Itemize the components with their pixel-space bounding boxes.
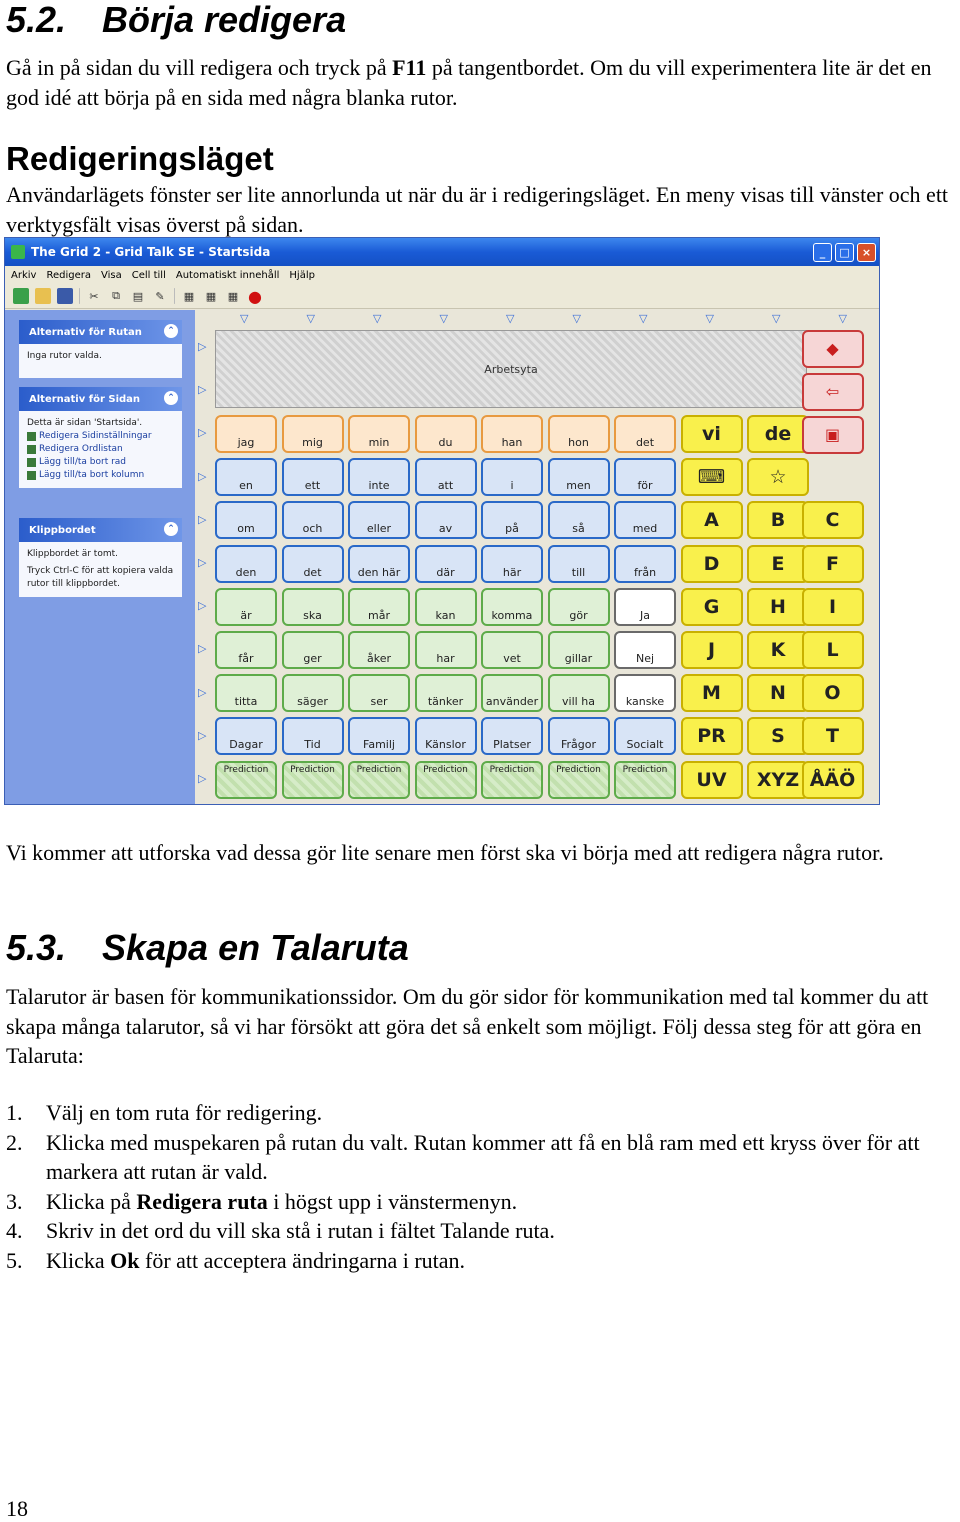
- section-number: 5.2.: [6, 0, 67, 40]
- collapse-icon: ⌃: [164, 391, 178, 405]
- window-titlebar: [5, 238, 879, 266]
- grid-cell: här: [481, 545, 543, 583]
- panel-clipboard: [19, 518, 182, 597]
- toolbar-separator: [174, 288, 175, 304]
- step-text: Klicka: [46, 1247, 111, 1273]
- grid-cell: B: [747, 501, 809, 539]
- grid-cell: du: [415, 415, 477, 453]
- grid-cell: vet: [481, 631, 543, 669]
- grid-icon-2: ▦: [205, 289, 217, 303]
- grid-cell: där: [415, 545, 477, 583]
- paste-icon: ▤: [132, 289, 144, 303]
- grid-cell: från: [614, 545, 676, 583]
- letter-cell: L: [802, 631, 864, 669]
- step-item: [6, 1216, 946, 1246]
- panel-line: Detta är sidan 'Startsida'.: [27, 418, 143, 428]
- step-number: 2.: [6, 1129, 23, 1155]
- back-arrow-cell-icon: ⇦: [802, 373, 864, 411]
- grid-cell: K: [747, 631, 809, 669]
- app-icon: [11, 245, 25, 259]
- toolbar: [5, 284, 879, 309]
- grid-cell: den: [215, 545, 277, 583]
- section-title: Skapa en Talaruta: [102, 927, 409, 968]
- grid-cell: S: [747, 717, 809, 755]
- prediction-cell: Prediction: [614, 761, 676, 799]
- copy-icon: ⧉: [112, 289, 120, 302]
- grid-cell: PR: [681, 717, 743, 755]
- grid-cell: en: [215, 458, 277, 496]
- step-item: [6, 1246, 946, 1276]
- grid-cell: så: [548, 501, 610, 539]
- menubar: [5, 266, 879, 284]
- window-title: The Grid 2 - Grid Talk SE - Startsida: [31, 245, 271, 259]
- grid-cell: Familj: [348, 717, 410, 755]
- grid-cell: hon: [548, 415, 610, 453]
- intro-paragraph: [6, 53, 960, 112]
- typewriter-cell-icon: ⌨: [681, 458, 743, 496]
- column-marker-icon: ▽: [705, 312, 714, 325]
- grid-cell: Frågor: [548, 717, 610, 755]
- grid-cell: har: [415, 631, 477, 669]
- link-page-settings: [27, 430, 174, 443]
- grid-cell: med: [614, 501, 676, 539]
- grid-cell: säger: [282, 674, 344, 712]
- edit-mode-paragraph: Användarlägets fönster ser lite annorlunda ut när du är i redigeringsläget. En meny visas till vänster och ett verktygsfält visas överst på sidan.: [6, 182, 949, 237]
- grid-cell: ser: [348, 674, 410, 712]
- row-marker-icon: ▷: [198, 728, 207, 742]
- key-f11: F11: [392, 55, 427, 80]
- grid-cell: använder: [481, 674, 543, 712]
- grid-cell: komma: [481, 588, 543, 626]
- prediction-cell: Prediction: [415, 761, 477, 799]
- grid-icon-3: ▦: [227, 289, 239, 303]
- panel-line: Tryck Ctrl-C för att kopiera valda rutor till klippbordet.: [27, 566, 174, 589]
- step-number: 5.: [6, 1247, 23, 1273]
- grid-cell: det: [614, 415, 676, 453]
- grid-cell: är: [215, 588, 277, 626]
- step-number: 1.: [6, 1100, 23, 1125]
- link-text: Lägg till/ta bort rad: [39, 457, 127, 467]
- collapse-icon: ⌃: [164, 324, 178, 338]
- grid-cell: ska: [282, 588, 344, 626]
- panel-title: Alternativ för Rutan: [29, 326, 142, 338]
- grid-cell: eller: [348, 501, 410, 539]
- grid-cell: E: [747, 545, 809, 583]
- minimize-icon: _: [813, 243, 832, 262]
- menu-hjalp: Hjälp: [289, 269, 315, 281]
- clear-cell-icon: ▣: [802, 416, 864, 454]
- open-folder-icon: [35, 288, 51, 304]
- grid-cell: Dagar: [215, 717, 277, 755]
- record-icon: ●: [248, 286, 262, 306]
- grid-cell: gör: [548, 588, 610, 626]
- letter-cell: C: [802, 501, 864, 539]
- link-text: Redigera Ordlistan: [39, 444, 123, 454]
- section-heading-5-2: [6, 0, 346, 40]
- link-text: Lägg till/ta bort kolumn: [39, 470, 145, 480]
- step-number: 4.: [6, 1218, 23, 1243]
- grid-cell: av: [415, 501, 477, 539]
- link-icon: [27, 471, 36, 480]
- grid-cell: UV: [681, 761, 743, 799]
- row-marker-icon: ▷: [198, 426, 207, 440]
- steps-list: [6, 1098, 946, 1275]
- grid-cell: Ja: [614, 588, 676, 626]
- step-text: Klicka med muspekaren på rutan du valt. Rutan kommer att få en blå ram med ett kryss över för att markera att rutan är vald.: [46, 1129, 920, 1184]
- column-marker-icon: ▽: [439, 312, 448, 325]
- panel-header: [19, 518, 182, 542]
- grid-cell: det: [282, 545, 344, 583]
- grid-cell: titta: [215, 674, 277, 712]
- row-marker-icon: ▷: [198, 383, 207, 397]
- grid-cell: men: [548, 458, 610, 496]
- edit-sidebar: [5, 310, 195, 804]
- letter-cell: T: [802, 717, 864, 755]
- panel-line: Klippbordet är tomt.: [27, 549, 118, 559]
- grid-cell: vill ha: [548, 674, 610, 712]
- prediction-cell: Prediction: [548, 761, 610, 799]
- row-marker-icon: ▷: [198, 772, 207, 785]
- close-icon: ×: [857, 243, 876, 262]
- grid-cell: kan: [415, 588, 477, 626]
- grid-cell: J: [681, 631, 743, 669]
- grid-cell: H: [747, 588, 809, 626]
- grid-icon: ▦: [183, 289, 195, 303]
- link-icon: [27, 445, 36, 454]
- step-bold: Redigera ruta: [136, 1188, 268, 1214]
- format-icon: ✎: [155, 289, 165, 303]
- grid-cell: Tid: [282, 717, 344, 755]
- panel-title: Alternativ för Sidan: [29, 393, 141, 405]
- panel-body: [19, 411, 182, 488]
- link-vocabulary: [27, 443, 174, 456]
- row-marker-icon: ▷: [198, 340, 207, 353]
- talaruta-paragraph: Talarutor är basen för kommunikationssidor. Om du gör sidor för kommunikation med tal kommer du att skapa många talarutor, så vi har försökt att göra det så enkelt som möjligt. Följ dessa steg för att göra en Talaruta:: [6, 984, 929, 1068]
- grid-cell: han: [481, 415, 543, 453]
- maximize-icon: □: [835, 243, 854, 262]
- letter-cell: ÅÄÖ: [802, 761, 864, 799]
- grid-cell: får: [215, 631, 277, 669]
- grid-cell: de: [747, 415, 809, 453]
- grid-cell: mår: [348, 588, 410, 626]
- grid-cell: Känslor: [415, 717, 477, 755]
- app-screenshot: [4, 237, 880, 805]
- link-add-row: [27, 456, 174, 469]
- section-number: 5.3.: [6, 927, 67, 968]
- prediction-cell: Prediction: [282, 761, 344, 799]
- collapse-icon: ⌃: [164, 522, 178, 536]
- step-text: Välj en tom ruta för redigering.: [46, 1100, 323, 1125]
- step-item: [6, 1187, 946, 1217]
- menu-redigera: Redigera: [46, 269, 91, 281]
- column-marker-icon: ▽: [306, 312, 315, 325]
- step-text: för att acceptera ändringarna i rutan.: [139, 1247, 466, 1273]
- column-marker-icon: ▽: [506, 312, 515, 325]
- grid-cell: åker: [348, 631, 410, 669]
- grid-cell: den här: [348, 545, 410, 583]
- grid-cell: jag: [215, 415, 277, 453]
- grid-cell: gillar: [548, 631, 610, 669]
- intro-text: Gå in på sidan du vill redigera och tryck på: [6, 55, 393, 80]
- prediction-cell: Prediction: [215, 761, 277, 799]
- grid-cell: ger: [282, 631, 344, 669]
- grid-cell: ett: [282, 458, 344, 496]
- step-text: i högst upp i vänstermenyn.: [267, 1188, 518, 1214]
- cut-icon: ✂: [89, 289, 99, 303]
- grid-cell: vi: [681, 415, 743, 453]
- grid-cell: om: [215, 501, 277, 539]
- subheading-redigeringslaget: Redigeringsläget: [6, 140, 274, 177]
- grid-cell: att: [415, 458, 477, 496]
- grid-cell: M: [681, 674, 743, 712]
- panel-header: [19, 387, 182, 411]
- grid-cell: i: [481, 458, 543, 496]
- grid-cell: inte: [348, 458, 410, 496]
- star-cell-icon: ☆: [747, 458, 809, 496]
- page-number: 18: [6, 1496, 28, 1521]
- save-icon: [57, 288, 73, 304]
- row-marker-icon: ▷: [198, 556, 207, 569]
- panel-title: Klippbordet: [29, 524, 96, 536]
- column-marker-icon: ▽: [772, 312, 781, 325]
- letter-cell: F: [802, 545, 864, 583]
- menu-visa: Visa: [100, 269, 122, 281]
- after-screenshot-paragraph: Vi kommer att utforska vad dessa gör lite senare men först ska vi börja med att redigera några rutor.: [6, 840, 884, 865]
- row-marker-icon: ▷: [198, 512, 207, 526]
- intro-text-rest: på tangentbordet. Om du vill experimentera lite är det en god idé att börja på en sida med några blanka rutor.: [6, 55, 932, 110]
- column-marker-icon: ▽: [240, 312, 249, 325]
- section-heading-5-3: [6, 928, 409, 968]
- grid-cell: min: [348, 415, 410, 453]
- link-icon: [27, 458, 36, 467]
- step-text: Klicka på: [46, 1188, 137, 1214]
- column-marker-icon: ▽: [572, 312, 581, 325]
- grid-cell: till: [548, 545, 610, 583]
- step-text: Skriv in det ord du vill ska stå i rutan i fältet Talande ruta.: [46, 1218, 555, 1243]
- column-marker-icon: ▽: [373, 312, 382, 325]
- link-icon: [27, 432, 36, 441]
- step-bold: Ok: [110, 1247, 140, 1273]
- grid-cell: N: [747, 674, 809, 712]
- prediction-cell: Prediction: [481, 761, 543, 799]
- row-marker-icon: ▷: [198, 599, 207, 613]
- panel-header: [19, 320, 182, 344]
- workspace: Arbetsyta: [215, 330, 807, 408]
- grid-cell: och: [282, 501, 344, 539]
- step-item: [6, 1098, 946, 1128]
- step-item: [6, 1128, 946, 1187]
- menu-cell-till: Cell till: [131, 269, 166, 281]
- panel-page-options: [19, 387, 182, 488]
- menu-automatiskt: Automatiskt innehåll: [175, 269, 280, 281]
- grid-cell: Platser: [481, 717, 543, 755]
- grid-cell: mig: [282, 415, 344, 453]
- grid-cell: tänker: [415, 674, 477, 712]
- grid-cell: XYZ: [747, 761, 809, 799]
- row-marker-icon: ▷: [198, 469, 207, 483]
- letter-cell: O: [802, 674, 864, 712]
- speech-bubble-cell-icon: ◆: [802, 330, 864, 368]
- letter-cell: I: [802, 588, 864, 626]
- link-add-column: [27, 469, 174, 482]
- grid-cell: kanske: [614, 674, 676, 712]
- grid-cell: på: [481, 501, 543, 539]
- panel-cell-options: [19, 320, 182, 378]
- column-marker-icon: ▽: [838, 312, 847, 325]
- section-title: Börja redigera: [102, 0, 347, 40]
- column-marker-icon: ▽: [639, 312, 648, 325]
- grid-cell: Socialt: [614, 717, 676, 755]
- grid-cell: för: [614, 458, 676, 496]
- toolbar-separator: [79, 288, 80, 304]
- grid-cell: D: [681, 545, 743, 583]
- panel-line: Inga rutor valda.: [27, 351, 102, 361]
- row-marker-icon: ▷: [198, 642, 207, 656]
- grid-cell: Nej: [614, 631, 676, 669]
- step-number: 3.: [6, 1188, 23, 1214]
- menu-arkiv: Arkiv: [11, 269, 37, 281]
- grid-cell: A: [681, 501, 743, 539]
- grid-cell: G: [681, 588, 743, 626]
- new-page-icon: [13, 288, 29, 304]
- link-text: Redigera Sidinställningar: [39, 431, 152, 441]
- panel-body: [19, 542, 182, 597]
- panel-body: [19, 344, 182, 378]
- row-marker-icon: ▷: [198, 685, 207, 699]
- prediction-cell: Prediction: [348, 761, 410, 799]
